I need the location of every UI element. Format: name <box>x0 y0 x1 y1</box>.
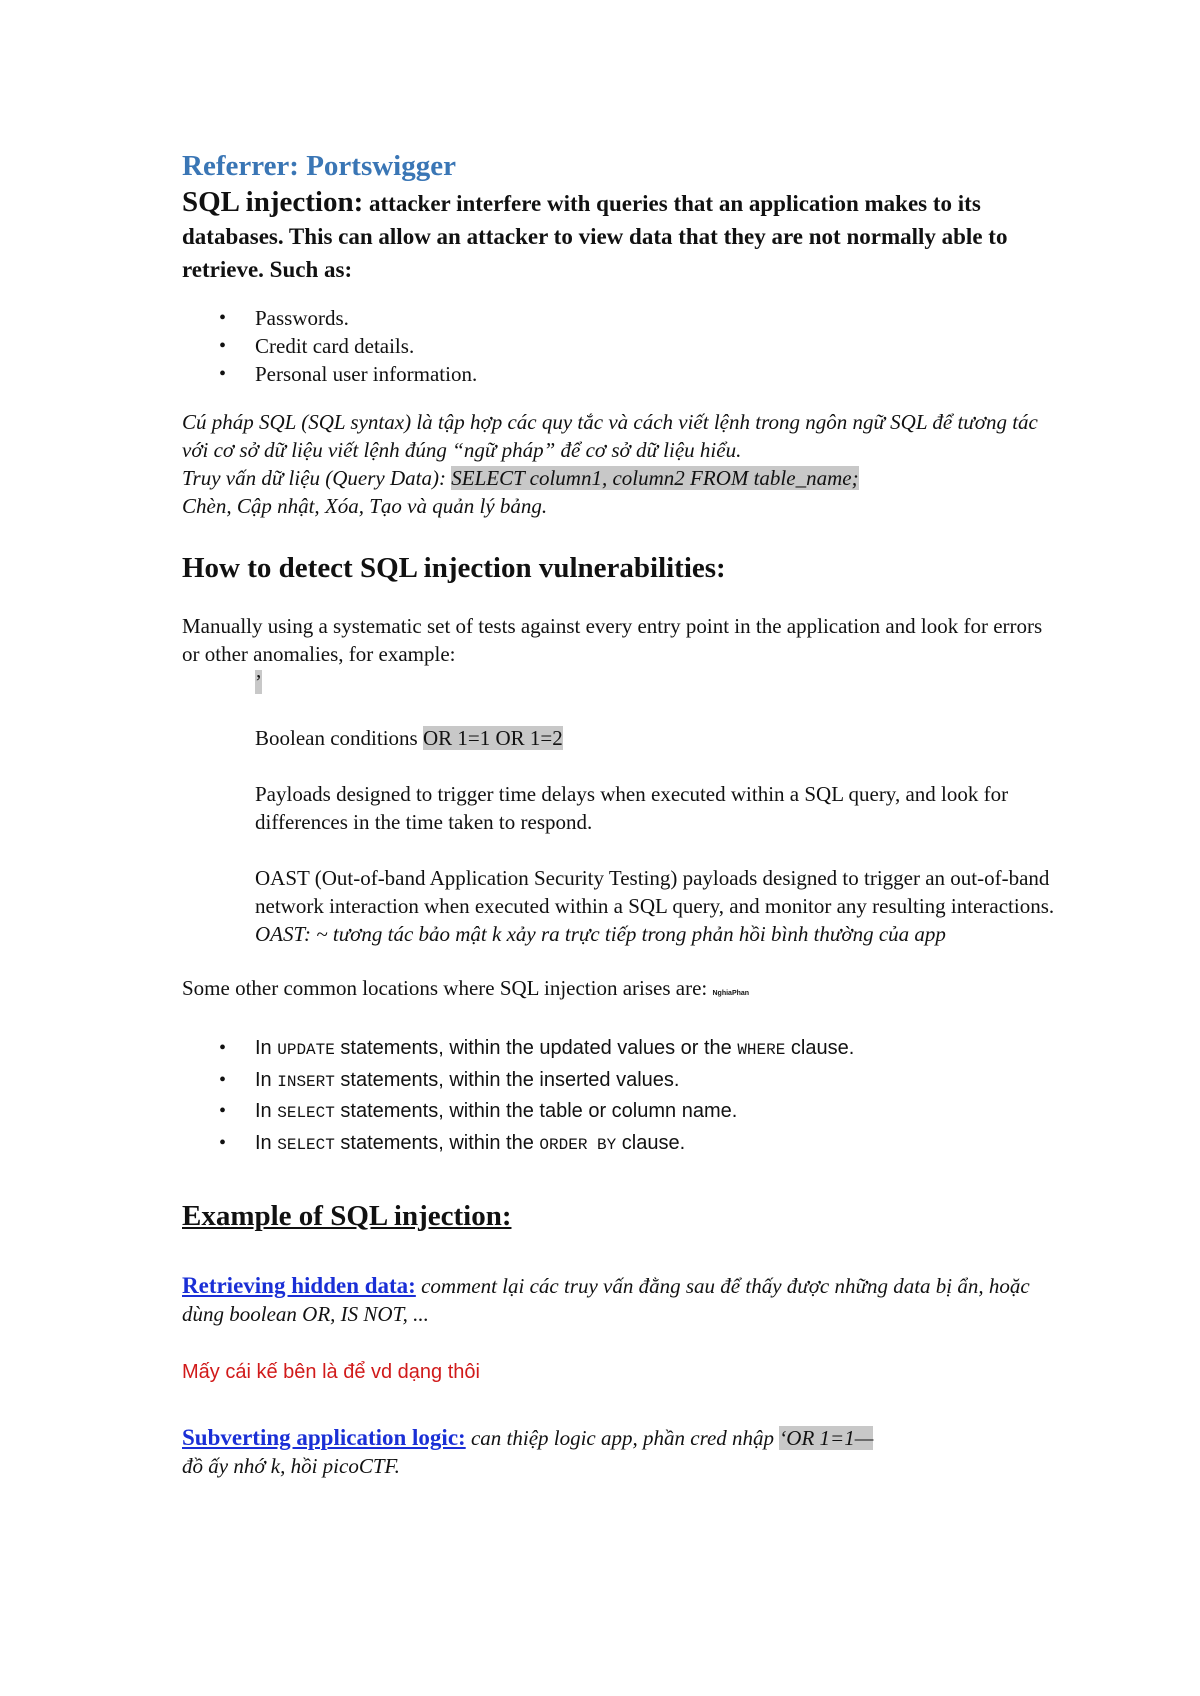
intro-term: SQL injection: <box>182 186 364 218</box>
document-content <box>182 148 1062 1480</box>
detect-heading: How to detect SQL injection vulnerabilities: <box>182 552 726 584</box>
oast-note: OAST: ~ tương tác bảo mật k xảy ra trực tiếp trong phản hồi bình thường của app <box>255 922 946 946</box>
query-label: Truy vấn dữ liệu (Query Data): <box>182 466 452 490</box>
vietnamese-note <box>182 408 1062 520</box>
query-code: SELECT column1, column2 FROM table_name; <box>451 466 859 490</box>
list-item: • Personal user information. <box>182 360 1062 388</box>
sql-keyword: SELECT <box>277 1104 335 1122</box>
retrieving-hidden-data-link[interactable]: Retrieving hidden data: <box>182 1273 416 1298</box>
locations-list <box>182 1034 1062 1160</box>
sql-keyword: SELECT <box>277 1135 335 1154</box>
list-item: • In SELECT statements, within the table or column name. <box>182 1097 1062 1129</box>
example-heading: Example of SQL injection: <box>182 1200 512 1232</box>
retrieving-paragraph <box>182 1272 1062 1328</box>
locations-intro <box>182 974 1062 1008</box>
data-list <box>182 304 1062 388</box>
boolean-code: OR 1=1 OR 1=2 <box>422 726 563 750</box>
sql-keyword: ORDER BY <box>539 1135 617 1154</box>
detect-tests <box>182 668 1062 948</box>
subverting-tail: đồ ấy nhớ k, hồi picoCTF. <box>182 1454 400 1478</box>
intro-paragraph <box>182 186 1062 286</box>
list-item: • In INSERT statements, within the inserted values. <box>182 1066 1062 1098</box>
payloads-test: Payloads designed to trigger time delays when executed within a SQL query, and look for differences in the time taken to respond. <box>255 782 1009 834</box>
boolean-test <box>255 724 1062 752</box>
locations-intro-text: Some other common locations where SQL injection arises are: <box>182 976 713 1000</box>
sql-keyword: INSERT <box>277 1072 335 1091</box>
list-item: • In SELECT statements, within the ORDER BY clause. <box>182 1129 1062 1161</box>
list-item: • Credit card details. <box>182 332 1062 360</box>
author-signature: NghiaPhan <box>712 990 750 997</box>
subverting-text: can thiệp logic app, phần cred nhập <box>465 1426 780 1450</box>
red-note: Mấy cái kế bên là để vd dạng thôi <box>182 1361 480 1383</box>
subverting-code: ‘OR 1=1— <box>779 1426 874 1450</box>
list-item: • In UPDATE statements, within the updated values or the WHERE clause. <box>182 1034 1062 1066</box>
retrieving-text: comment lại các truy vấn đằng sau để thấy được những data bị ẩn, hoặc dùng boolean OR, IS NOT, ... <box>182 1274 1030 1326</box>
detect-intro: Manually using a systematic set of tests against every entry point in the application and look for errors or other anomalies, for example: <box>182 614 1043 666</box>
syntax-note: Cú pháp SQL (SQL syntax) là tập hợp các quy tắc và cách viết lệnh trong ngôn ngữ SQL để tương tác với cơ sở dữ liệu viết lệnh đúng “ngữ pháp” để cơ sở dữ liệu hiểu. <box>182 410 1038 462</box>
intro-text: attacker interfere with queries that an application makes to its databases. This can allow an attacker to view data that they are not normally able to retrieve. Such as: <box>182 191 1008 282</box>
quote-test: ’ <box>255 670 262 694</box>
referrer-heading: Referrer: Portswigger <box>182 150 456 182</box>
crud-note: Chèn, Cập nhật, Xóa, Tạo và quản lý bảng. <box>182 494 548 518</box>
subverting-paragraph <box>182 1424 1062 1480</box>
sql-keyword: UPDATE <box>277 1041 335 1059</box>
list-item: • Passwords. <box>182 304 1062 332</box>
boolean-label: Boolean conditions <box>255 726 423 750</box>
subverting-application-logic-link[interactable]: Subverting application logic: <box>182 1425 466 1450</box>
sql-keyword: WHERE <box>737 1041 786 1059</box>
oast-test: OAST (Out-of-band Application Security Testing) payloads designed to trigger an out-of-band network interaction when executed within a SQL query, and monitor any resulting interactions. <box>255 866 1055 918</box>
